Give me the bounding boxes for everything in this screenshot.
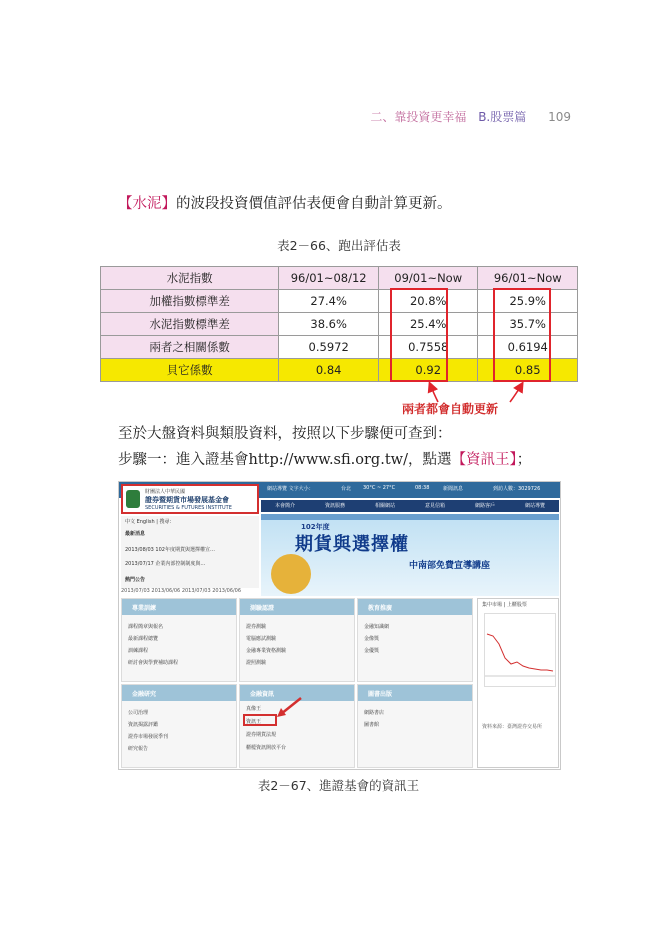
topbar-text: 到訪人數：3029726 [493,486,541,492]
tile-header [240,599,354,615]
tile-title: 專業訓練 [132,605,157,612]
promo-banner[interactable] [261,514,559,596]
news-item[interactable]: 2013/07/17 企業內部控制制度與… [125,561,206,567]
site-logo[interactable] [121,484,259,514]
row-label: 加權指數標準差 [101,290,279,313]
topbar-text: 30°C ~ 27°C [363,485,396,491]
column-highlight-box [493,288,551,382]
tile-link[interactable]: 金融專業資格測驗 [246,648,287,654]
tile-link[interactable]: 證券市場發展季刊 [128,734,169,740]
website-screenshot [118,481,561,770]
table-header-row [101,267,578,290]
language-search[interactable]: 中文 English | 搜尋： [125,519,175,525]
news-panel [121,516,259,588]
tile-header [122,599,236,615]
topbar-text: 08:38 [415,485,430,491]
table-cell: 27.4% [279,290,379,313]
banner-title: 期貨與選擇權 [295,534,409,555]
stock-tabs[interactable]: 集中市場 | 上櫃股票 [482,602,527,608]
logo-icon [126,490,140,508]
topbar-text: 台北 [341,486,352,492]
stock-panel [477,598,559,768]
annotation-note: 兩者都會自動更新 [402,402,499,416]
tile-research[interactable] [121,684,237,768]
row-label: 兩者之相關係數 [101,336,279,359]
coin-icon [271,554,311,594]
nav-item[interactable]: 相關網站 [374,503,395,509]
table-caption: 表2－66、跑出評估表 [277,238,401,253]
tile-link-info-king[interactable]: 資訊王 [246,719,262,725]
tile-title: 圖書出版 [368,691,393,698]
table-header-cell: 96/01~Now [478,267,578,290]
logo-line: SECURITIES & FUTURES INSTITUTE [145,505,232,511]
step-one-end: ； [516,452,532,468]
tile-link[interactable]: 最新課程總覽 [128,636,159,642]
page-number: 109 [548,110,571,124]
intro-highlight: 【水泥】 [118,196,176,212]
nav-item[interactable]: 網路客戶 [474,503,495,509]
tile-link[interactable]: 電腦應試測驗 [246,636,277,642]
table-cell: 0.85 [478,359,578,382]
news-heading: 最新消息 [125,531,146,537]
step-one-highlight: 【資訊王】 [451,452,517,468]
tile-link[interactable]: 公司治理 [128,710,149,716]
tile-header [358,599,472,615]
notice-dates: 2013/07/03 2013/06/06 2013/07/03 2013/06/06 [121,588,242,594]
banner-subtitle: 中南部免費宣導講座 [409,561,491,571]
logo-line: 財團法人中華民國 [145,489,186,495]
table-header-cell: 09/01~Now [378,267,478,290]
tile-link[interactable]: 圖書館 [364,722,380,728]
pointer-arrow [275,696,305,718]
step-one-text: 步驟一：進入證基會http://www.sfi.org.tw/，點選 [118,452,452,468]
tile-link[interactable]: 金像獎 [364,636,380,642]
tile-title: 測驗認證 [250,605,275,612]
notice-heading: 熱門公告 [125,577,146,583]
tile-link[interactable]: 金優獎 [364,648,380,654]
tile-link[interactable]: 課程簡章與報名 [128,624,164,630]
tile-training[interactable] [121,598,237,682]
tile-title: 金融研究 [132,691,157,698]
nav-item[interactable]: 資訊服務 [324,503,345,509]
running-header-part: B.股票篇 [478,110,527,124]
table-cell: 35.7% [478,313,578,336]
stock-line [485,614,555,686]
site-nav [261,500,559,512]
tile-title: 教育推廣 [368,605,393,612]
tile-link[interactable]: 研討會與學費補助課程 [128,660,179,666]
tile-link[interactable]: 真像王 [246,706,262,712]
tile-link[interactable]: 網路書店 [364,710,385,716]
tile-education[interactable] [357,598,473,682]
intro-paragraph [118,192,452,213]
banner-ribbon [261,514,559,520]
column-highlight-box [390,288,448,382]
table-header-cell: 水泥指數 [101,267,279,290]
stock-chart [484,613,556,687]
tile-link[interactable]: 訓練課程 [128,648,149,654]
tile-link[interactable]: 櫃檯資訊開放平台 [246,745,287,751]
nav-item[interactable]: 網站導覽 [524,503,545,509]
table-cell: 38.6% [279,313,379,336]
news-item[interactable]: 2013/08/03 102年度期貨與選擇權宣… [125,547,215,553]
tile-link[interactable]: 證券期貨法規 [246,732,277,738]
logo-line: 證券暨期貨市場發展基金會 [145,496,229,504]
row-label: 水泥指數標準差 [101,313,279,336]
tile-link[interactable]: 資訊揭露評鑑 [128,722,159,728]
tile-header [122,685,236,701]
nav-item[interactable]: 本會簡介 [274,503,295,509]
table-cell: 0.6194 [478,336,578,359]
topbar-text: 網站導覽 文字大小： [267,486,314,492]
tile-header [358,685,472,701]
table-cell: 0.7558 [378,336,478,359]
figure-caption: 表2－67、進證基會的資訊王 [257,778,420,793]
tile-link[interactable]: 證照測驗 [246,660,267,666]
table-header-cell: 96/01~08/12 [279,267,379,290]
running-header-section: 二、靠投資更幸福 [370,110,467,124]
info-king-highlight [243,714,277,726]
table-cell: 20.8% [378,290,478,313]
topbar-text: 新聞訊息 [443,486,464,492]
stock-source: 資料來源：臺灣證券交易所 [482,724,543,730]
step-one [118,448,531,469]
intro-text: 的波段投資價值評估表便會自動計算更新。 [176,196,452,212]
row-label: 貝它係數 [101,359,279,382]
table-cell: 0.5972 [279,336,379,359]
running-header [0,108,571,125]
steps-intro: 至於大盤資料與類股資料，按照以下步驟便可查到： [118,426,452,442]
tile-exam[interactable] [239,598,355,682]
table-cell: 25.9% [478,290,578,313]
tile-publishing[interactable] [357,684,473,768]
table-cell: 0.84 [279,359,379,382]
banner-year: 102年度 [301,523,330,531]
table-cell: 0.92 [378,359,478,382]
tile-link[interactable]: 金融知識網 [364,624,390,630]
table-cell: 25.4% [378,313,478,336]
tile-link[interactable]: 證券測驗 [246,624,267,630]
tile-link[interactable]: 研究報告 [128,746,149,752]
tile-title: 金融資訊 [250,691,275,698]
nav-item[interactable]: 意見信箱 [424,503,445,509]
